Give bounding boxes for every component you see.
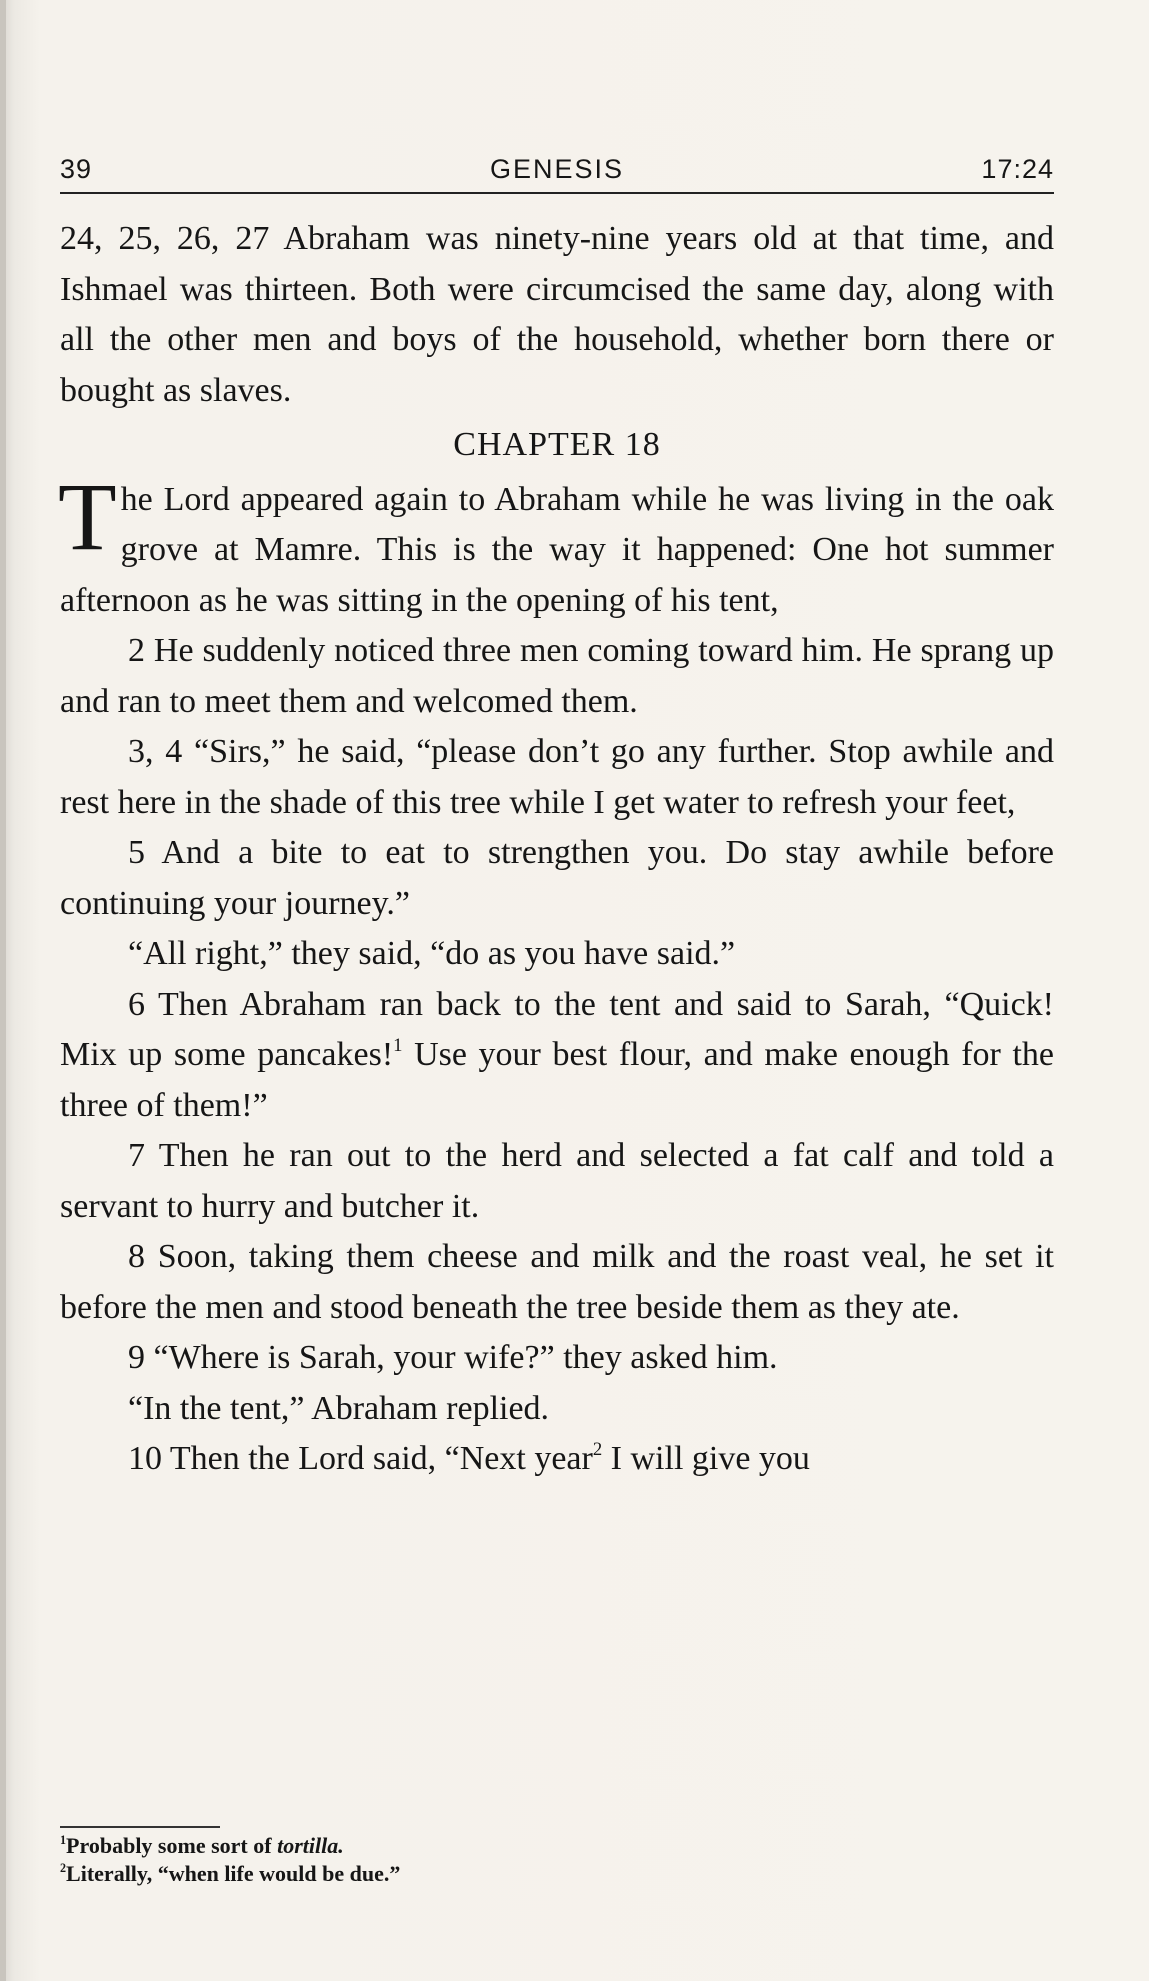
verse-18-6-text-b: Use your best flour, and make enough for the three of them!” — [60, 1036, 1054, 1124]
page-gutter — [0, 0, 6, 1981]
header-rule — [60, 192, 1054, 194]
footnote-1-italic: tortilla. — [277, 1833, 344, 1858]
verse-18-1-text: he Lord appeared again to Abraham while he was living in the oak grove at Mamre. This is the way it happened: One hot summer afternoon as he was sitting in the opening of his tent, — [60, 480, 1054, 619]
footnote-2-text: Literally, “when life would be due.” — [66, 1861, 401, 1886]
footnote-1 — [60, 1832, 960, 1860]
footnote-2 — [60, 1860, 960, 1888]
chapter-verse-reference: 17:24 — [981, 154, 1054, 184]
footnotes — [60, 1832, 960, 1888]
verse-18-5-reply: “All right,” they said, “do as you have said.” — [128, 935, 736, 972]
verse-18-1 — [58, 462, 1054, 627]
verse-18-8: 8 Soon, taking them cheese and milk and the roast veal, he set it before the men and stood beneath the tree beside them as they ate. — [60, 1238, 1054, 1326]
page-number: 39 — [60, 154, 93, 184]
footnote-ref-1: 1 — [393, 1034, 403, 1056]
verse-18-10-text-b: I will give you — [602, 1440, 810, 1477]
drop-cap: T — [58, 462, 117, 570]
verse-17-24: 24, 25, 26, 27 Abraham was ninety-nine years old at that time, and Ishmael was thirteen. Both were circumcised the same day, along with all the other men and boys of the household, whether born there or bought as slaves. — [60, 220, 1054, 409]
verse-18-10-text-a: 10 Then the Lord said, “Next year — [128, 1440, 593, 1477]
footnote-2-mark: 2 — [60, 1860, 67, 1875]
verse-18-7: 7 Then he ran out to the herd and selected a fat calf and told a servant to hurry and butcher it. — [60, 1137, 1054, 1225]
scripture-text — [60, 214, 1054, 1485]
verse-18-10 — [60, 1434, 1054, 1485]
verse-18-6 — [60, 980, 1054, 1132]
book-title: GENESIS — [489, 154, 625, 184]
footnote-rule — [60, 1826, 220, 1828]
chapter-heading: CHAPTER 18 — [453, 426, 661, 463]
verse-18-9-reply: “In the tent,” Abraham replied. — [128, 1389, 550, 1427]
footnote-ref-2: 2 — [592, 1438, 603, 1460]
verse-18-3-4: 3, 4 “Sirs,” he said, “please don’t go any further. Stop awhile and rest here in the shade of this tree while I get water to refresh your feet, — [60, 733, 1054, 821]
verse-18-5: 5 And a bite to eat to strengthen you. Do stay awhile before continuing your journey.” — [60, 834, 1054, 922]
verse-18-6-text-a: 6 Then Abraham ran back to the tent and said to Sarah, “Quick! Mix up some pancakes! — [60, 985, 1054, 1073]
verse-18-2: 2 He suddenly noticed three men coming toward him. He sprang up and ran to meet them and welcomed them. — [60, 632, 1054, 720]
verse-18-9: 9 “Where is Sarah, your wife?” they asked him. — [128, 1339, 778, 1376]
footnote-1-text: Probably some sort of — [66, 1833, 278, 1858]
running-header — [60, 150, 1054, 190]
footnote-1-mark: 1 — [60, 1832, 67, 1847]
